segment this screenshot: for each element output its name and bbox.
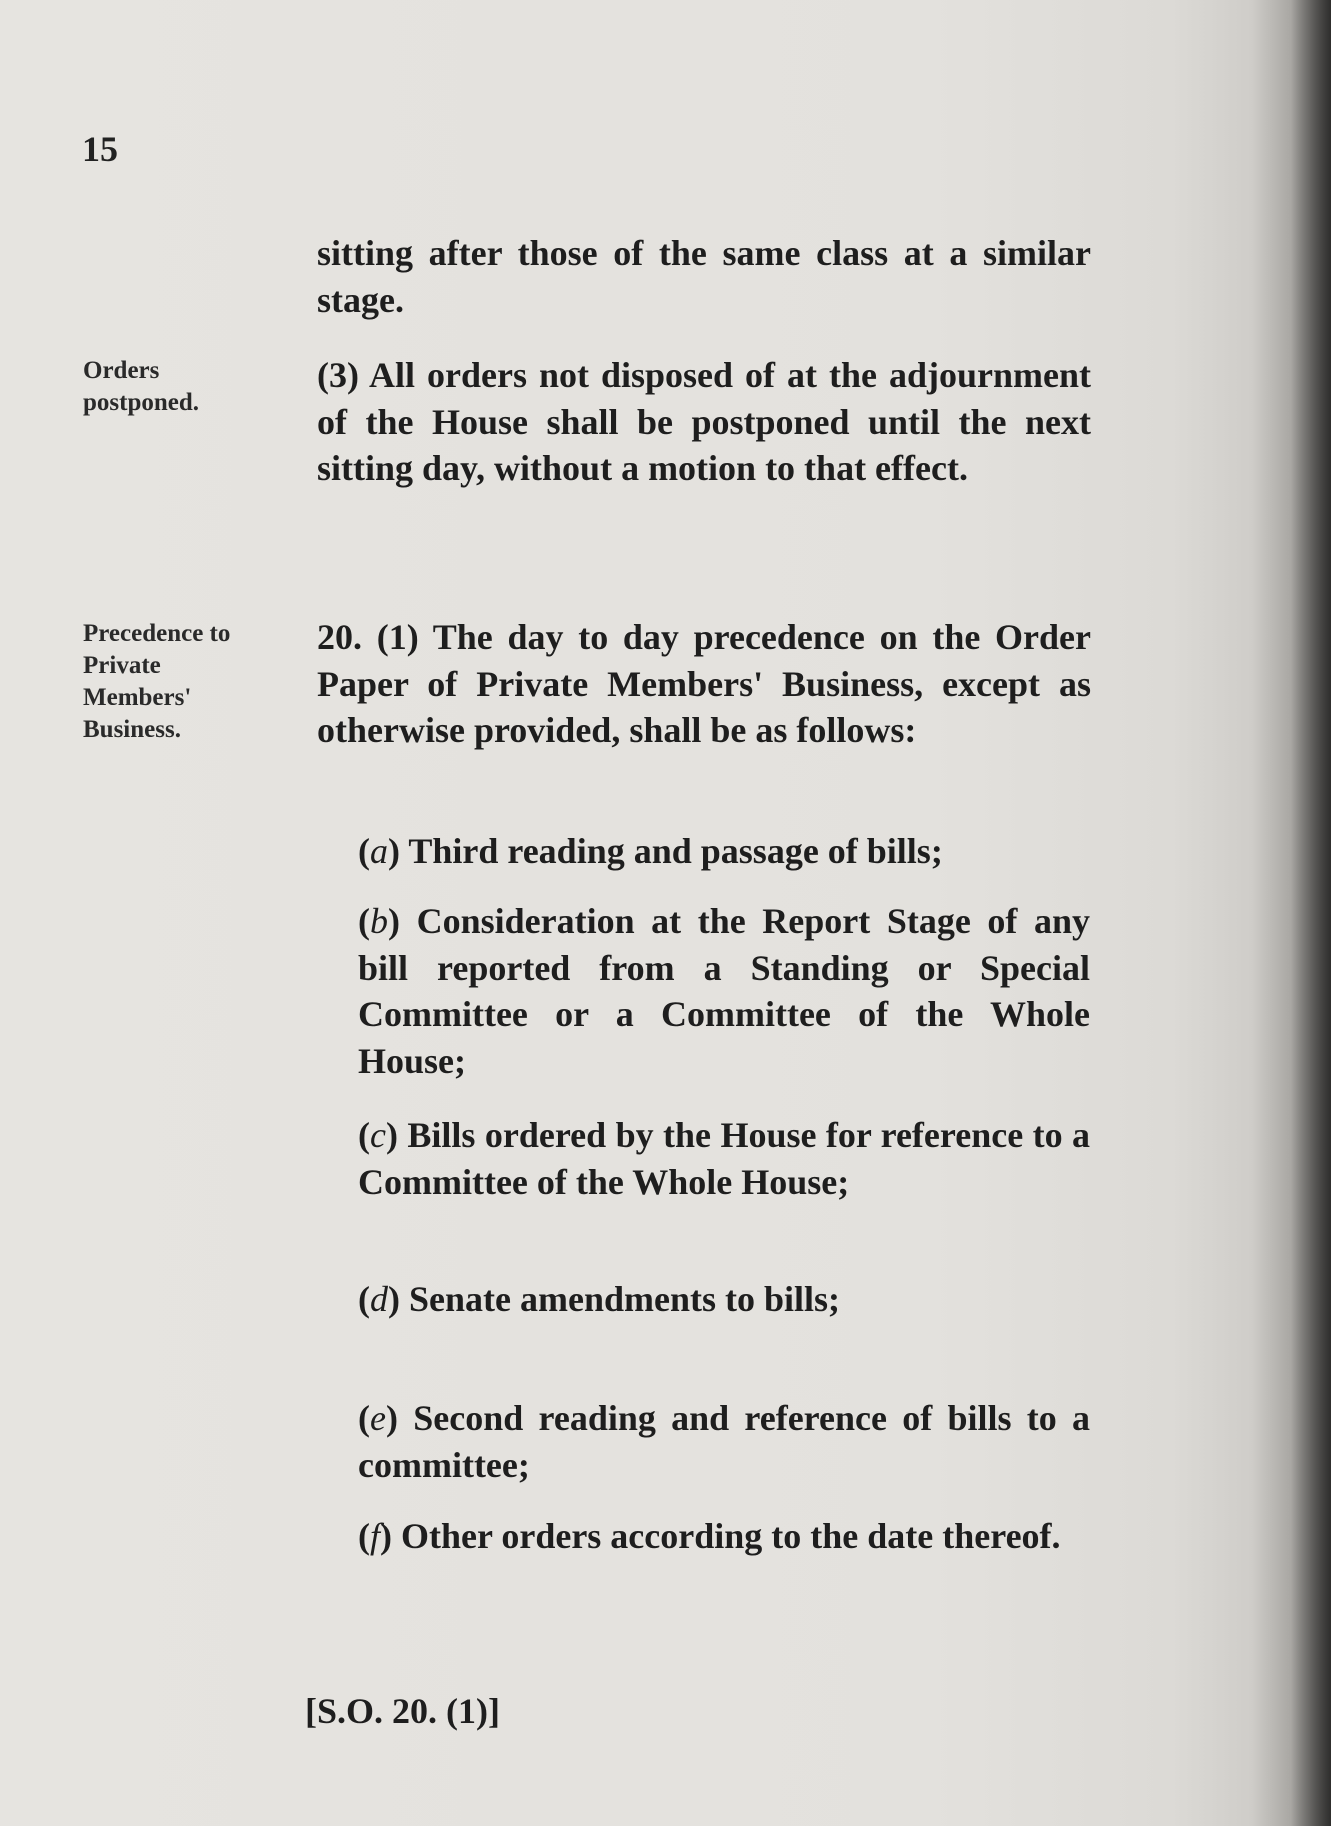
margin-note-line: Business. xyxy=(83,716,181,743)
margin-note-line: Orders xyxy=(83,357,160,384)
list-item-c: (c) Bills ordered by the House for reference to a Committee of the Whole House; xyxy=(358,1115,1090,1202)
item-letter: b xyxy=(370,901,388,941)
margin-note-line: Members' xyxy=(83,684,192,711)
continuation-paragraph: sitting after those of the same class at a similar stage. xyxy=(317,233,1091,320)
item-letter: d xyxy=(370,1279,388,1319)
list-item-b: (b) Consideration at the Report Stage of any bill reported from a Standing or Special Committee or a Committee of the Whole House; xyxy=(358,901,1090,1081)
paragraph-3: (3) All orders not disposed of at the adjournment of the House shall be postponed until the next sitting day, without a motion to that effect. xyxy=(317,355,1091,488)
section-20-paragraph xyxy=(317,614,1091,754)
item-text: Bills ordered by the House for reference to a Committee of the Whole House; xyxy=(358,1115,1090,1202)
item-text: Senate amendments to bills; xyxy=(409,1279,840,1319)
citation: [S.O. 20. (1)] xyxy=(305,1691,500,1731)
list-item-a: (a) Third reading and passage of bills; xyxy=(358,831,943,871)
page-number: 15 xyxy=(82,129,118,169)
margin-note-line: Private xyxy=(83,652,161,679)
section-20-text: (1) The day to day precedence on the Order Paper of Private Members' Business, except as otherwise provided, shall be as follows: xyxy=(317,617,1091,750)
list-item-d: (d) Senate amendments to bills; xyxy=(358,1279,840,1319)
item-letter: f xyxy=(370,1516,381,1556)
item-text: Consideration at the Report Stage of any bill reported from a Standing or Special Committee or a Committee of the Whole House; xyxy=(358,901,1090,1081)
list-item-f: (f) Other orders according to the date thereof. xyxy=(358,1516,1061,1556)
list-item-e: (e) Second reading and reference of bills to a committee; xyxy=(358,1398,1090,1485)
item-letter: c xyxy=(370,1115,386,1155)
margin-note-line: Precedence to xyxy=(83,620,231,647)
margin-note-orders-postponed xyxy=(83,355,263,419)
item-text: Second reading and reference of bills to a committee; xyxy=(358,1398,1090,1485)
item-text: Third reading and passage of bills; xyxy=(408,831,943,871)
margin-note-precedence xyxy=(83,618,263,746)
page-edge-shadow xyxy=(1291,0,1331,1826)
item-text: Other orders according to the date thereof. xyxy=(401,1516,1061,1556)
section-number: 20. xyxy=(317,617,362,657)
item-letter: e xyxy=(370,1398,386,1438)
margin-note-line: postponed. xyxy=(83,389,200,416)
item-letter: a xyxy=(370,831,388,871)
